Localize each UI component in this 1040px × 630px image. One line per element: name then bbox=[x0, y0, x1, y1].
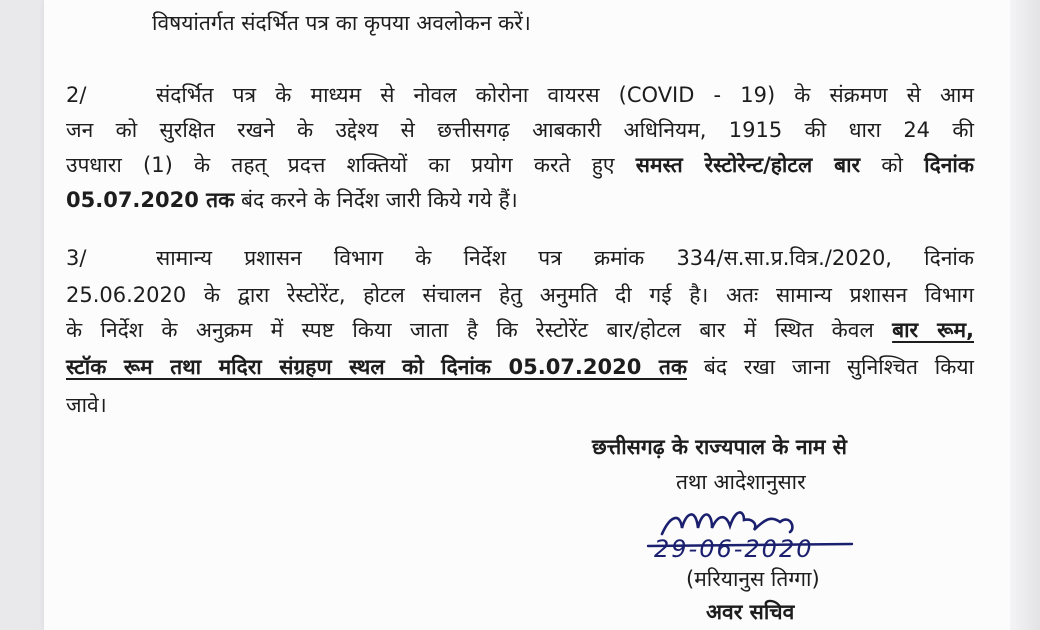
para2-number: 2/ bbox=[66, 83, 87, 107]
para2-line3: उपधारा (1) के तहत् प्रदत्त शक्तियों का प्रयोग करते हुए समस्त रेस्टोरेन्ट/होटल बार को दिनांक bbox=[66, 153, 974, 177]
order-line1: छत्तीसगढ़ के राज्यपाल के नाम से bbox=[592, 435, 847, 459]
para2-line1: 2/ संदर्भित पत्र के माध्यम से नोवल कोरोना वायरस (COVID - 19) के संक्रमण से आम bbox=[66, 80, 974, 110]
para2-line2: जन को सुरक्षित रखने के उद्देश्य से छत्तीसगढ़ आबकारी अधिनियम, 1915 की धारा 24 की bbox=[66, 118, 974, 142]
para3-line2: 25.06.2020 के द्वारा रेस्टोरेंट, होटल संचालन हेतु अनुमति दी गई है। अतः सामान्य प्रशासन विभाग bbox=[66, 283, 974, 307]
document-page bbox=[44, 0, 1010, 630]
designation: अवर सचिव bbox=[706, 600, 795, 624]
intro-line: विषयांतर्गत संदर्भित पत्र का कृपया अवलोकन करें। bbox=[152, 11, 531, 35]
para3-number: 3/ bbox=[66, 246, 87, 270]
signatory-name: (मरियानुस तिग्गा) bbox=[686, 567, 820, 591]
order-line2: तथा आदेशानुसार bbox=[676, 470, 806, 494]
para3-line5: जावे। bbox=[66, 393, 107, 417]
signature-date: 29-06-2020 bbox=[654, 535, 814, 563]
para3-line1: 3/ सामान्य प्रशासन विभाग के निर्देश पत्र क्रमांक 334/स.सा.प्र.वित्र./2020, दिनांक bbox=[66, 243, 974, 273]
page-edge bbox=[1010, 0, 1040, 630]
para3-line3: के निर्देश के अनुक्रम में स्पष्ट किया जाता है कि रेस्टोरेंट बार/होटल बार में स्थित केवल बार रूम, bbox=[66, 318, 975, 342]
para2-line4: 05.07.2020 तक बंद करने के निर्देश जारी किये गये हैं। bbox=[66, 188, 518, 212]
letter-body bbox=[44, 0, 1010, 630]
para3-line4: स्टॉक रूम तथा मदिरा संग्रहण स्थल को दिनांक 05.07.2020 तक बंद रखा जाना सुनिश्चित किया bbox=[66, 355, 974, 379]
